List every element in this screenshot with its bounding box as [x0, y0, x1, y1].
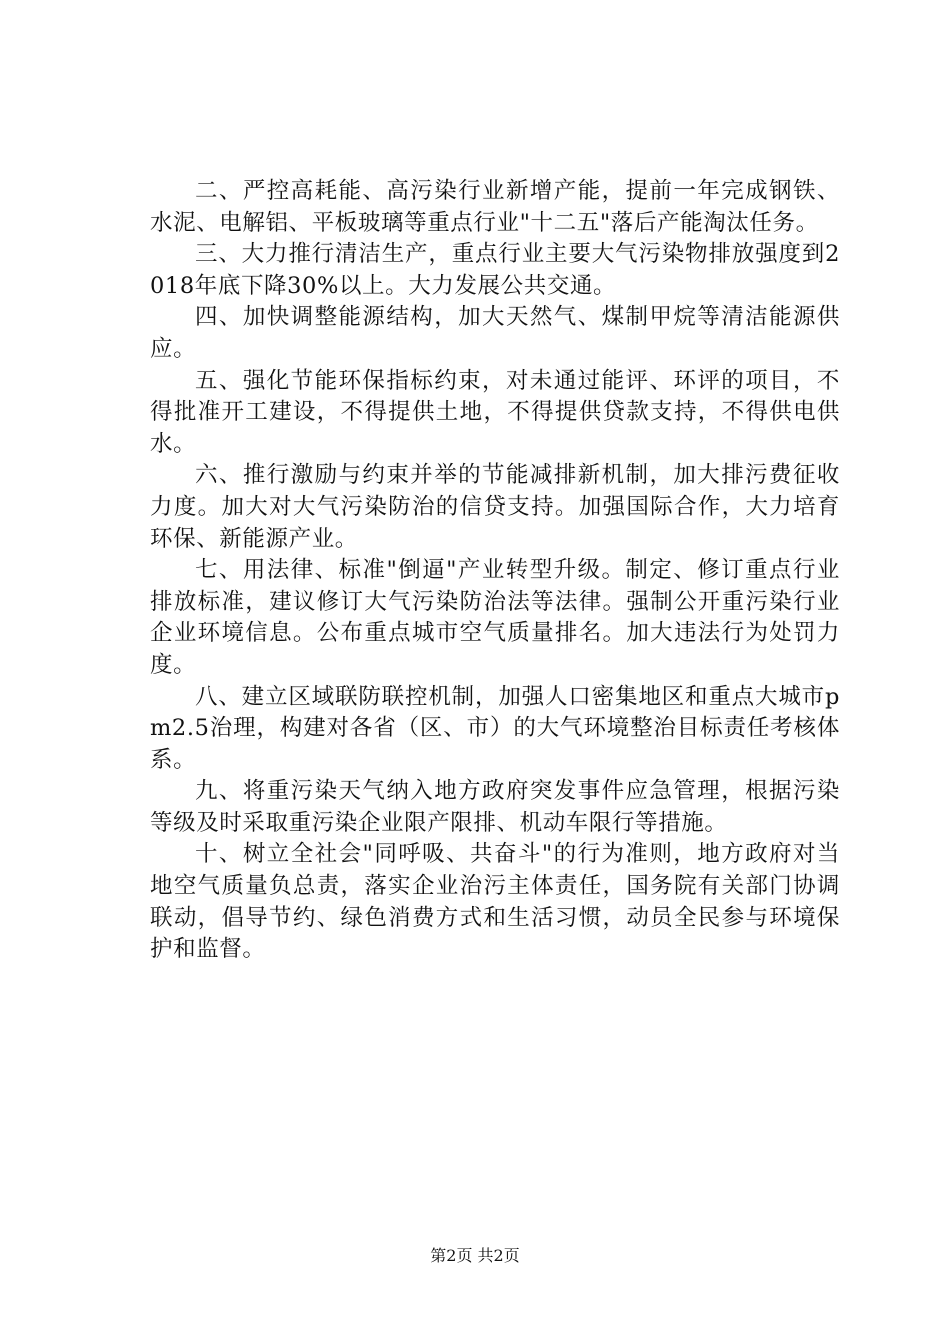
paragraph-item-10: 十、树立全社会"同呼吸、共奋斗"的行为准则，地方政府对当地空气质量负总责，落实企业治污主体责任，国务院有关部门协调联动，倡导节约、绿色消费方式和生活习惯，动员全民参与环境保护和监督。 — [150, 841, 840, 963]
document-body — [150, 176, 840, 966]
paragraph-item-6: 六、推行激励与约束并举的节能减排新机制，加大排污费征收力度。加大对大气污染防治的信贷支持。加强国际合作，大力培育环保、新能源产业。 — [150, 462, 840, 552]
paragraph-item-4: 四、加快调整能源结构，加大天然气、煤制甲烷等清洁能源供应。 — [150, 304, 840, 362]
paragraph-item-5: 五、强化节能环保指标约束，对未通过能评、环评的项目，不得批准开工建设，不得提供土地，不得提供贷款支持，不得供电供水。 — [150, 367, 840, 457]
paragraph-item-3: 三、大力推行清洁生产，重点行业主要大气污染物排放强度到2018年底下降30%以上。大力发展公共交通。 — [150, 241, 840, 299]
paragraph-item-9: 九、将重污染天气纳入地方政府突发事件应急管理，根据污染等级及时采取重污染企业限产限排、机动车限行等措施。 — [150, 778, 840, 836]
paragraph-item-8: 八、建立区域联防联控机制，加强人口密集地区和重点大城市pm2.5治理，构建对各省（区、市）的大气环境整治目标责任考核体系。 — [150, 683, 840, 773]
paragraph-item-7: 七、用法律、标准"倒逼"产业转型升级。制定、修订重点行业排放标准，建议修订大气污染防治法等法律。强制公开重污染行业企业环境信息。公布重点城市空气质量排名。加大违法行为处罚力度。 — [150, 557, 840, 678]
paragraph-item-2: 二、严控高耗能、高污染行业新增产能，提前一年完成钢铁、水泥、电解铝、平板玻璃等重点行业"十二五"落后产能淘汰任务。 — [150, 178, 840, 236]
page-number-footer: 第2页 共2页 — [430, 1246, 520, 1265]
